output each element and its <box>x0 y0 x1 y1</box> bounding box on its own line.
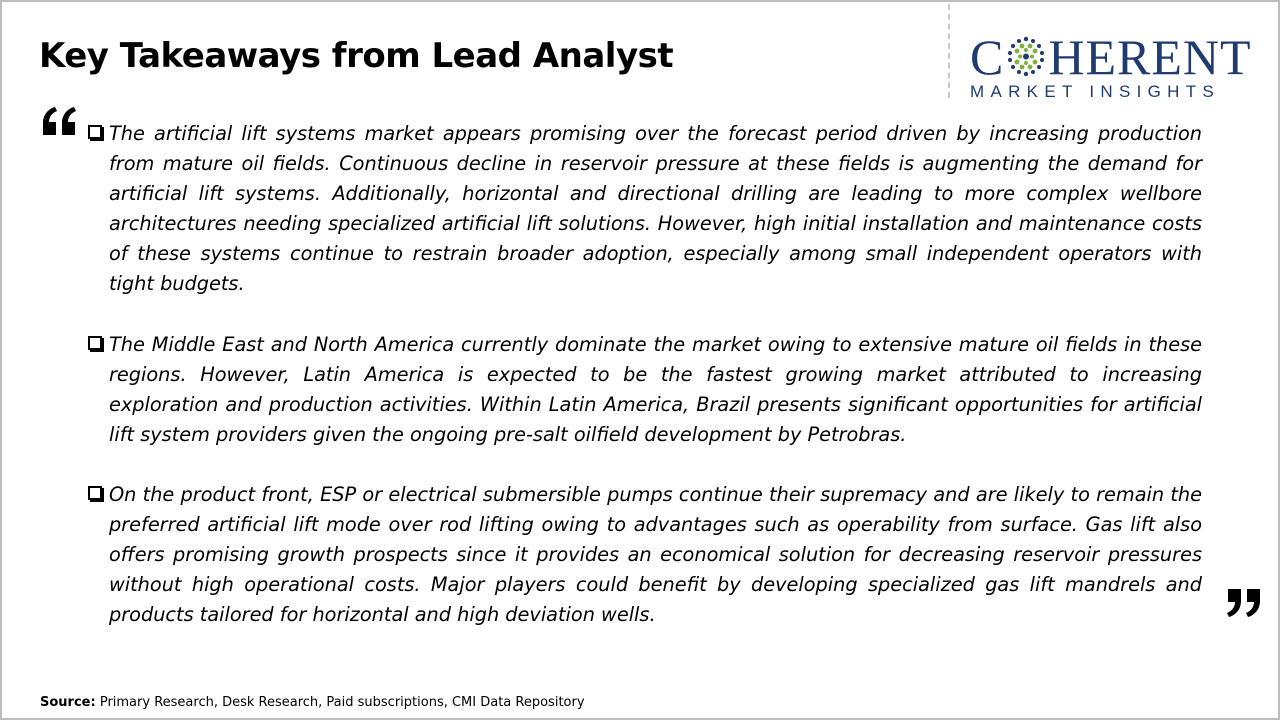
close-quote-icon <box>1227 587 1261 619</box>
company-logo <box>970 29 1264 102</box>
globe-icon <box>1004 33 1048 79</box>
takeaway-text: The artificial lift systems market appears promising over the forecast period driven by increasing production from mature oil fields. Continuous decline in reservoir pressure at these fields is augmenting the demand for artificial lift systems. Additionally, horizontal and directional drilling are leading to more complex wellbore architectures needing specialized artificial lift solutions. However, high initial installation and maintenance costs of these systems continue to restrain broader adoption, especially among small independent operators with tight budgets. <box>109 122 1202 296</box>
takeaway-item <box>86 480 1202 630</box>
takeaway-item <box>86 119 1202 300</box>
checkbox-icon <box>88 336 102 350</box>
takeaway-text: On the product front, ESP or electrical submersible pumps continue their supremacy and are likely to remain the preferred artificial lift mode over rod lifting owing to advantages such as operability from surface. Gas lift also offers promising growth prospects since it provides an economical solution for decreasing reservoir pressures without high operational costs. Major players could benefit by developing specialized gas lift mandrels and products tailored for horizontal and high deviation wells. <box>109 482 1202 627</box>
takeaway-text: The Middle East and North America currently dominate the market owing to extensive mature oil fields in these regions. However, Latin America is expected to be the fastest growing market attributed to increasing exploration and production activities. Within Latin America, Brazil presents significant opportunities for artificial lift system providers given the ongoing pre-salt oilfield development by Petrobras. <box>109 332 1202 446</box>
takeaways-list <box>86 119 1202 630</box>
source-text: Primary Research, Desk Research, Paid subscriptions, CMI Data Repository <box>99 695 585 710</box>
takeaway-item <box>86 330 1202 450</box>
page-title: Key Takeaways from Lead Analyst <box>39 36 674 76</box>
source-note <box>40 695 585 710</box>
header-divider <box>948 4 950 98</box>
logo-letters-herent: HERENT <box>1048 29 1252 85</box>
source-label: Source: <box>40 695 96 710</box>
checkbox-icon <box>88 125 102 139</box>
logo-letter-c: C <box>970 29 1005 85</box>
logo-wordmark <box>970 29 1264 85</box>
open-quote-icon <box>42 105 76 137</box>
checkbox-icon <box>88 486 102 500</box>
logo-tagline: MARKET INSIGHTS <box>970 82 1221 101</box>
